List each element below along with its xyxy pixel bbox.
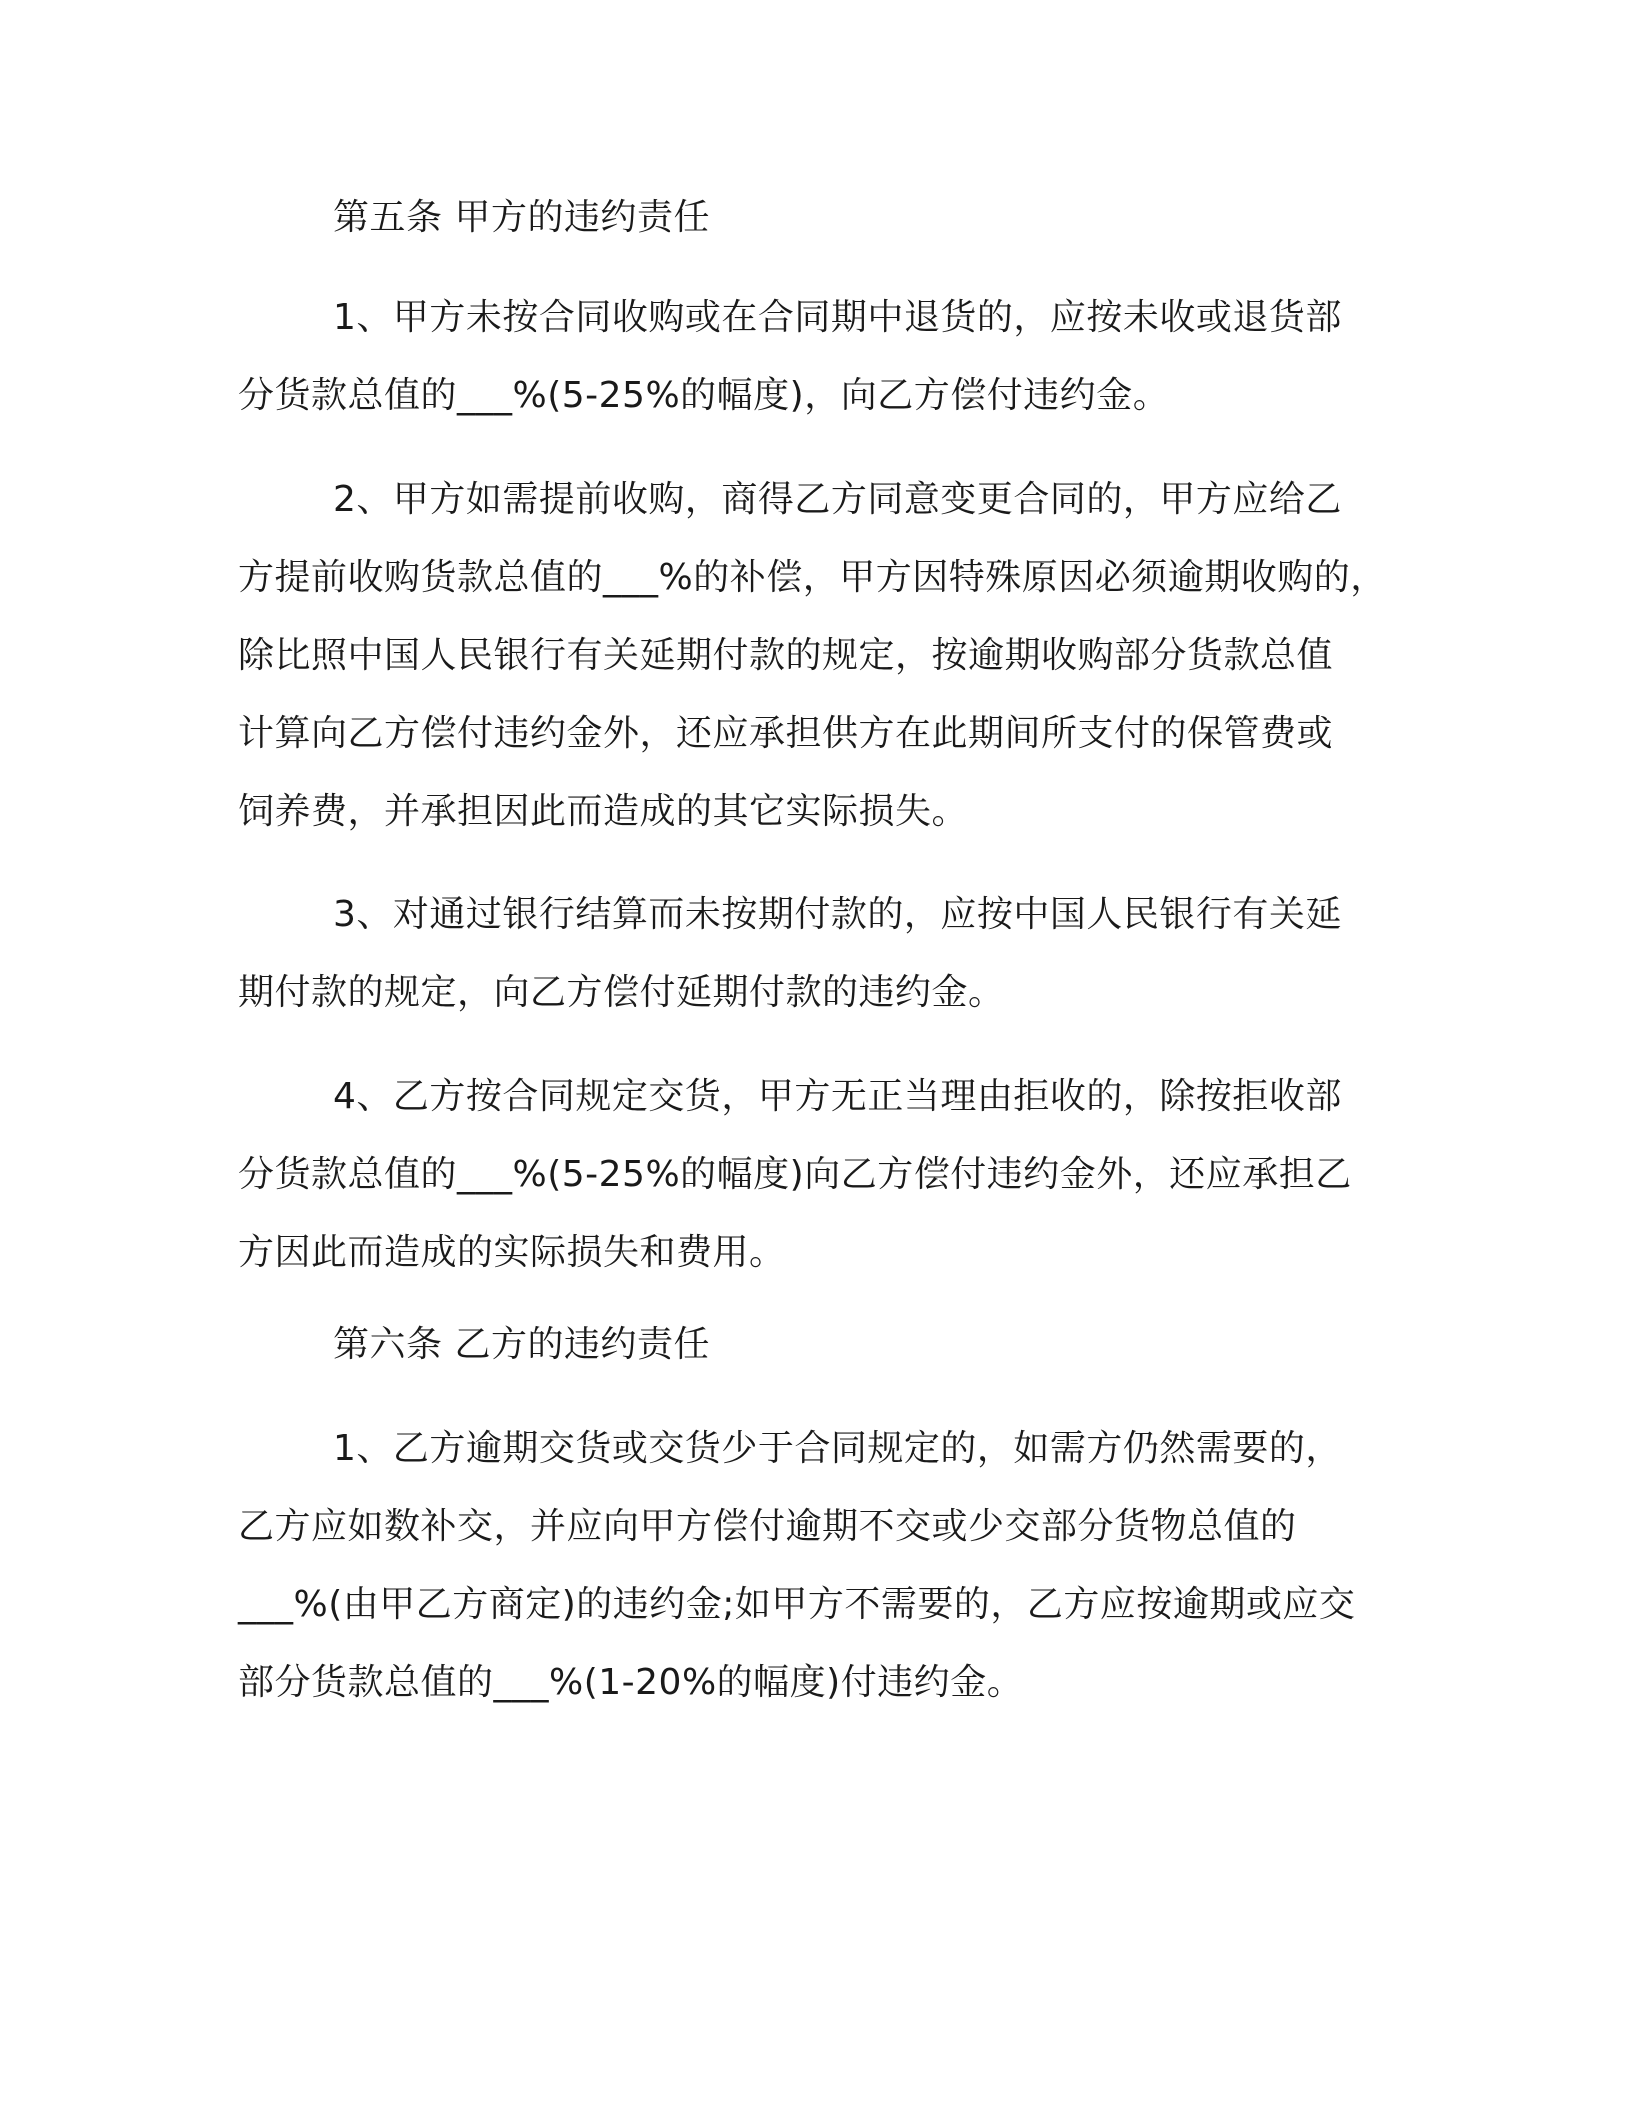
section-heading: 第六条 乙方的违约责任 (333, 1324, 710, 1365)
paragraph-line: 2、甲方如需提前收购，商得乙方同意变更合同的，甲方应给乙 (333, 479, 1342, 520)
paragraph-line: ___%(由甲乙方商定)的违约金;如甲方不需要的，乙方应按逾期或应交 (238, 1584, 1356, 1625)
paragraph-line: 方因此而造成的实际损失和费用。 (238, 1232, 786, 1273)
paragraph-line: 方提前收购货款总值的___%的补偿，甲方因特殊原因必须逾期收购的， (238, 557, 1387, 598)
paragraph-line: 除比照中国人民银行有关延期付款的规定，按逾期收购部分货款总值 (238, 635, 1334, 676)
paragraph-line: 计算向乙方偿付违约金外，还应承担供方在此期间所支付的保管费或 (238, 713, 1334, 754)
paragraph-line: 饲养费，并承担因此而造成的其它实际损失。 (238, 791, 969, 832)
paragraph-line: 1、甲方未按合同收购或在合同期中退货的，应按未收或退货部 (333, 297, 1342, 338)
paragraph-line: 部分货款总值的___%(1-20%的幅度)付违约金。 (238, 1662, 1024, 1703)
paragraph-line: 乙方应如数补交，并应向甲方偿付逾期不交或少交部分货物总值的 (238, 1506, 1297, 1547)
paragraph-line: 期付款的规定，向乙方偿付延期付款的违约金。 (238, 972, 1005, 1013)
paragraph-line: 分货款总值的___%(5-25%的幅度)，向乙方偿付违约金。 (238, 375, 1170, 416)
section-heading: 第五条 甲方的违约责任 (333, 197, 710, 238)
paragraph-line: 4、乙方按合同规定交货，甲方无正当理由拒收的，除按拒收部 (333, 1076, 1342, 1117)
paragraph-line: 3、对通过银行结算而未按期付款的，应按中国人民银行有关延 (333, 894, 1342, 935)
paragraph-line: 分货款总值的___%(5-25%的幅度)向乙方偿付违约金外，还应承担乙 (238, 1154, 1352, 1195)
paragraph-line: 1、乙方逾期交货或交货少于合同规定的，如需方仍然需要的， (333, 1428, 1342, 1469)
